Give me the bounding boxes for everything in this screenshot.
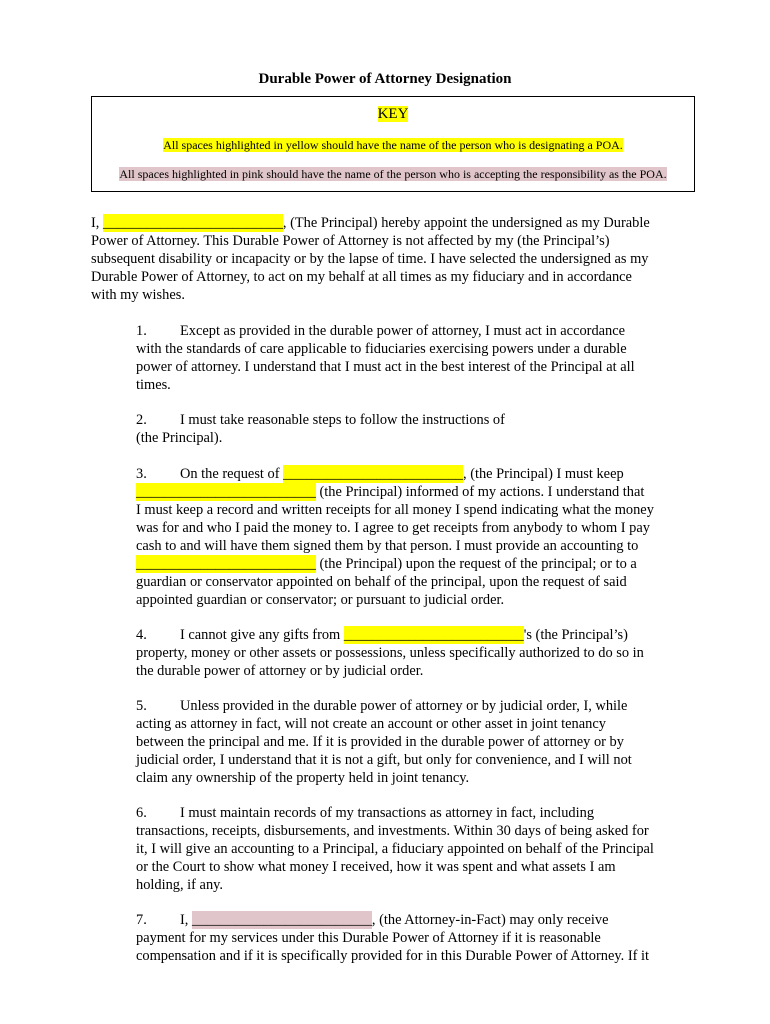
key-pink-note-text: All spaces highlighted in pink should have the name of the person who is accepting the responsibility as the POA. [119, 167, 667, 181]
intro-line-1-post: , (The Principal) hereby appoint the undersigned as my Durable [282, 215, 650, 231]
item-5-line-3: between the principal and me. If it is provided in the durable power of attorney or by [136, 734, 624, 750]
item-3-line-2 [136, 483, 644, 501]
intro-line-5: with my wishes. [91, 287, 185, 303]
item-6-line-1-text: I must maintain records of my transactions as attorney in fact, including [180, 805, 595, 821]
item-1-number: 1. [136, 323, 147, 339]
item-6-line-4: or the Court to show what money I received, how it was spent and what assets I am [136, 859, 616, 875]
key-box [91, 96, 695, 192]
item-6-line-5: holding, if any. [136, 877, 223, 893]
key-yellow-note-text: All spaces highlighted in yellow should have the name of the person who is designating a POA. [163, 138, 623, 152]
item-3-line-5: cash to and will have them signed them by that person. I must provide an accounting to [136, 538, 639, 554]
item-2-line-1 [136, 411, 505, 429]
principal-name-field[interactable]: _________________________ [103, 215, 283, 231]
item-1-line-3: power of attorney. I understand that I must act in the best interest of the Principal at all [136, 359, 635, 375]
item-1-line-1-text: Except as provided in the durable power of attorney, I must act in accordance [180, 323, 625, 339]
item-5-line-5: claim any ownership of the property held in joint tenancy. [136, 770, 470, 786]
item-5-number: 5. [136, 698, 147, 714]
key-heading [92, 106, 694, 123]
principal-name-field[interactable]: _________________________ [136, 556, 316, 572]
item-3-line-3: I must keep a record and written receipts for all money I spend indicating what the money [136, 502, 654, 518]
item-7-line-1-post: , (the Attorney-in-Fact) may only receive [371, 912, 609, 928]
item-5-line-1-text: Unless provided in the durable power of attorney or by judicial order, I, while [180, 698, 628, 714]
key-pink-note [92, 167, 694, 182]
item-7-line-2: payment for my services under this Durable Power of Attorney if it is reasonable [136, 930, 601, 946]
item-7-line-1-pre: I, [180, 912, 192, 928]
document-title: Durable Power of Attorney Designation [258, 71, 512, 87]
principal-name-field[interactable]: _________________________ [136, 484, 316, 500]
item-3-line-6-post: (the Principal) upon the request of the principal; or to a [315, 556, 637, 572]
item-5-line-1 [136, 697, 627, 715]
item-3-line-8: appointed guardian or conservator; or pursuant to judicial order. [136, 592, 505, 608]
item-3-line-1-post: , (the Principal) I must keep [463, 466, 624, 482]
item-3-line-2-post: (the Principal) informed of my actions. I understand that [315, 484, 645, 500]
intro-line-3: subsequent disability or incapacity or by the lapse of time. I have selected the undersigned as my [91, 251, 649, 267]
key-heading-text: KEY [377, 106, 409, 122]
item-6-number: 6. [136, 805, 147, 821]
item-3-number: 3. [136, 466, 147, 482]
item-5-line-4: judicial order, I understand that it is not a gift, but only for convenience, and I will not [136, 752, 632, 768]
item-6-line-1 [136, 804, 594, 822]
item-2-number: 2. [136, 412, 147, 428]
item-3-line-1 [136, 465, 624, 483]
item-2-line-1-text: I must take reasonable steps to follow the instructions of [180, 412, 505, 428]
intro-line-1-pre: I, [91, 215, 103, 231]
item-1-line-2: with the standards of care applicable to fiduciaries exercising powers under a durable [136, 341, 627, 357]
item-4-line-1-post: 's (the Principal’s) [523, 627, 628, 643]
item-4-line-1-pre: I cannot give any gifts from [180, 627, 344, 643]
intro-line-2: Power of Attorney. This Durable Power of Attorney is not affected by my (the Principal’s) [91, 233, 610, 249]
intro-line-1 [91, 214, 650, 232]
item-7-line-3: compensation and if it is specifically provided for in this Durable Power of Attorney. If it [136, 948, 650, 964]
item-3-line-6 [136, 555, 637, 573]
principal-name-field[interactable]: _________________________ [343, 627, 524, 643]
item-4-line-2: property, money or other assets or possessions, unless specifically authorized to do so in [136, 645, 644, 661]
item-4-line-3: the durable power of attorney or by judicial order. [136, 663, 424, 679]
attorney-name-field[interactable]: _________________________ [192, 912, 372, 928]
item-4-number: 4. [136, 627, 147, 643]
key-yellow-note [92, 138, 694, 153]
item-1-line-1 [136, 322, 625, 340]
item-7-number: 7. [136, 912, 147, 928]
intro-line-4: Durable Power of Attorney, to act on my behalf at all times as my fiduciary and in accordance [91, 269, 632, 285]
item-2-line-2: (the Principal). [136, 430, 223, 446]
item-5-line-2: acting as attorney in fact, will not create an account or other asset in joint tenancy [136, 716, 606, 732]
item-1-line-4: times. [136, 377, 171, 393]
item-6-line-3: it, I will give an accounting to a Principal, a fiduciary appointed on behalf of the Principal [136, 841, 654, 857]
principal-name-field[interactable]: _________________________ [283, 466, 463, 482]
item-3-line-4: was for and who I paid the money to. I agree to get receipts from anybody to whom I pay [136, 520, 650, 536]
item-3-line-1-pre: On the request of [180, 466, 284, 482]
item-4-line-1 [136, 626, 628, 644]
item-3-line-7: guardian or conservator appointed on behalf of the principal, upon the request of said [136, 574, 627, 590]
item-7-line-1 [136, 911, 608, 929]
item-6-line-2: transactions, receipts, disbursements, and investments. Within 30 days of being asked for [136, 823, 649, 839]
